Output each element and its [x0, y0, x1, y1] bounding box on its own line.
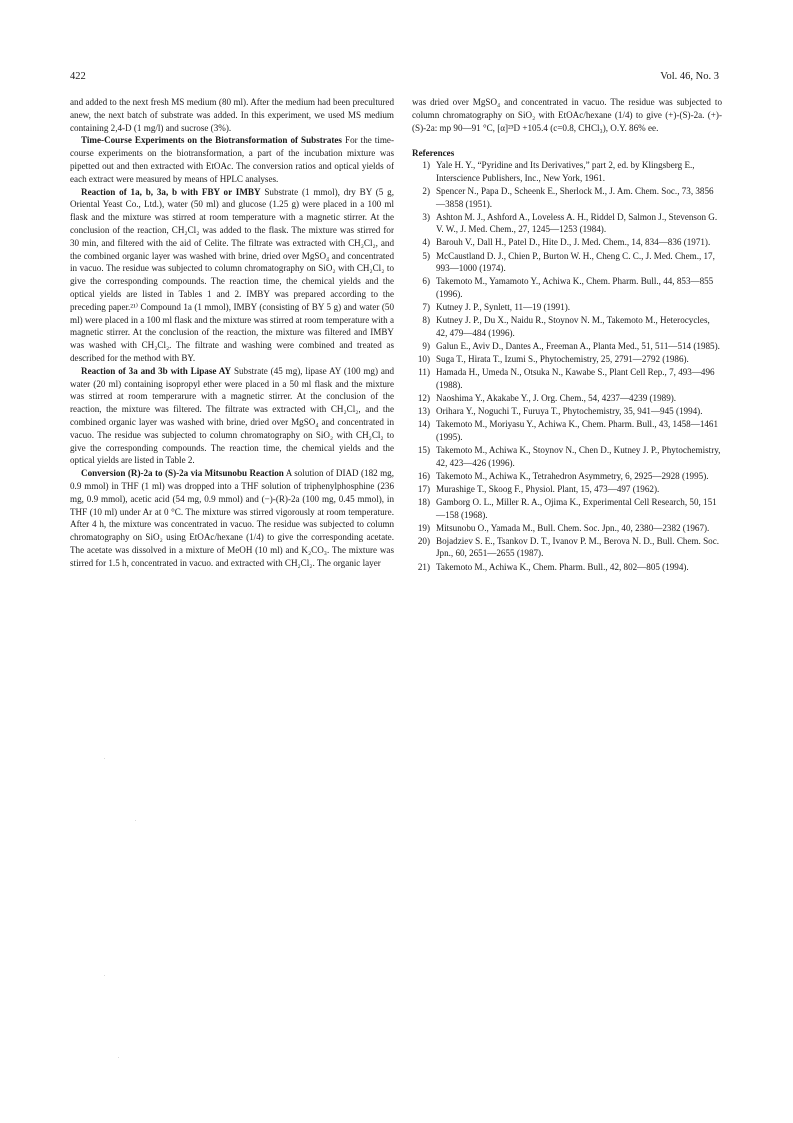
reference-item: [412, 483, 722, 496]
scan-speck: [104, 975, 105, 976]
reference-item: [412, 366, 722, 391]
reference-text: Kutney J. P., Du X., Naidu R., Stoynov N. M., Takemoto M., Heterocycles, 42, 479—484 (1996).: [436, 315, 710, 338]
reference-text: Kutney J. P., Synlett, 11—19 (1991).: [436, 302, 571, 313]
reference-text: Galun E., Aviv D., Dantes A., Freeman A., Planta Med., 51, 511—514 (1985).: [436, 340, 720, 351]
reference-text: Mitsunobu O., Yamada M., Bull. Chem. Soc. Jpn., 40, 2380—2382 (1967).: [436, 522, 710, 533]
reference-item: [412, 405, 722, 418]
section-heading-reaction-lipase: Reaction of 3a and 3b with Lipase AY: [81, 365, 232, 376]
reference-number: 5): [422, 250, 430, 261]
reference-text: Spencer N., Papa D., Scheenk E., Sherlock M., J. Am. Chem. Soc., 73, 3856—3858 (1951).: [436, 186, 714, 209]
scan-speck: [135, 820, 136, 821]
scan-speck: [104, 758, 105, 759]
reference-number: 11): [418, 367, 430, 378]
reference-item: [412, 353, 722, 366]
reference-item: [412, 275, 722, 300]
reference-number: 3): [422, 211, 430, 222]
reference-number: 4): [422, 237, 430, 248]
reference-number: 18): [417, 497, 430, 508]
reference-item: [412, 444, 722, 469]
paragraph-continuation-right: was dried over MgSO₄ and concentrated in vacuo. The residue was subjected to column chromatography on SiO₂ with EtOAc/hexane (1/4) to give (+)-(S)-2a. (+)-(S)-2a: mp 90—91 °C, [α]²³D +105.4 (c=0.8, CHCl₃), O.Y. 86% ee.: [412, 97, 722, 133]
page-number: 422: [70, 71, 86, 82]
references-list: [412, 159, 722, 573]
section-heading-conversion: Conversion (R)-2a to (S)-2a via Mitsunobu Reaction: [81, 468, 284, 479]
section-reaction-lipase: [70, 365, 394, 467]
reference-text: Barouh V., Dall H., Patel D., Hite D., J. Med. Chem., 14, 834—836 (1971).: [436, 237, 711, 248]
section-text-reaction-lipase: Substrate (45 mg), lipase AY (100 mg) and water (20 ml) containing isopropyl ether were placed in a 50 ml flask and the mixture was stirred at room temperarure with a magnetic stirrer. At the conclusion of the reaction, the mixture was filtered. The filtrate was extracted with CH₂Cl₂, and the combined organic layer was washed with brine, dried over MgSO₄ and concentrated in vacuo. The residue was subjected to column chromatography on SiO₂ with CH₂Cl₂ to give the corresponding compounds. The reaction time, the chemical yields and the optical yields are listed in Table 2.: [70, 365, 395, 466]
reference-text: Yale H. Y., “Pyridine and Its Derivatives,” part 2, ed. by Klingsberg E., Interscience Publishers, Inc., New York, 1961.: [436, 160, 695, 183]
reference-text: Takemoto M., Moriyasu Y., Achiwa K., Chem. Pharm. Bull., 43, 1458—1461 (1995).: [436, 419, 719, 442]
reference-item: [412, 185, 722, 210]
reference-number: 8): [422, 315, 430, 326]
reference-number: 13): [417, 406, 430, 417]
reference-item: [412, 340, 722, 353]
reference-text: Gamborg O. L., Miller R. A., Ojima K., Experimental Cell Research, 50, 151—158 (1968).: [436, 497, 717, 520]
reference-item: [412, 522, 722, 535]
reference-number: 20): [417, 535, 430, 546]
section-conversion: [70, 467, 394, 569]
reference-item: [412, 535, 722, 560]
reference-number: 2): [422, 186, 430, 197]
section-time-course: [70, 134, 394, 185]
reference-item: [412, 418, 722, 443]
reference-text: Suga T., Hirata T., Izumi S., Phytochemistry, 25, 2791—2792 (1986).: [436, 354, 689, 365]
reference-item: [412, 159, 722, 184]
reference-text: Orihara Y., Noguchi T., Furuya T., Phytochemistry, 35, 941—945 (1994).: [436, 406, 703, 417]
reference-text: McCaustland D. J., Chien P., Burton W. H., Cheng C. C., J. Med. Chem., 17, 993—1000 (1974).: [436, 250, 715, 274]
scan-speck: [118, 1057, 119, 1058]
reference-number: 1): [422, 160, 430, 171]
reference-item: [412, 301, 722, 314]
reference-number: 12): [417, 392, 430, 403]
reference-item: [412, 314, 722, 339]
reference-number: 9): [422, 340, 430, 351]
references-heading: References: [412, 148, 455, 159]
reference-item: [412, 250, 722, 275]
left-column: [70, 96, 394, 569]
reference-number: 15): [417, 445, 430, 456]
reference-item: [412, 236, 722, 249]
reference-number: 21): [417, 561, 430, 572]
reference-item: [412, 561, 722, 574]
section-heading-reaction-fby: Reaction of 1a, b, 3a, b with FBY or IMBY: [81, 186, 261, 197]
reference-item: [412, 392, 722, 405]
right-column: [412, 96, 722, 574]
reference-text: Naoshima Y., Akakabe Y., J. Org. Chem., 54, 4237—4239 (1989).: [436, 392, 677, 403]
reference-text: Bojadziev S. E., Tsankov D. T., Ivanov P. M., Berova N. D., Bull. Chem. Soc. Jpn., 60, 2651—2655 (1987).: [436, 535, 720, 559]
volume-issue: Vol. 46, No. 3: [660, 71, 719, 82]
reference-item: [412, 211, 722, 236]
reference-number: 17): [417, 483, 430, 494]
section-text-time-course: For the time-course experiments on the biotransformation, a part of the incubation mixture was pipetted out and then extracted with EtOAc. The conversion ratios and optical yields of each extract were measured by means of HPLC analyses.: [70, 135, 394, 184]
reference-item: [412, 496, 722, 521]
reference-text: Takemoto M., Achiwa K., Tetrahedron Asymmetry, 6, 2925—2928 (1995).: [436, 470, 709, 481]
reference-text: Murashige T., Skoog F., Physiol. Plant, 15, 473—497 (1962).: [436, 483, 660, 494]
reference-number: 16): [417, 470, 430, 481]
reference-number: 7): [422, 302, 430, 313]
section-reaction-fby: [70, 186, 394, 365]
reference-text: Hamada H., Umeda N., Otsuka N., Kawabe S., Plant Cell Rep., 7, 493—496 (1988).: [436, 367, 715, 390]
section-text-reaction-fby: Substrate (1 mmol), dry BY (5 g, Oriental Yeast Co., Ltd.), water (50 ml) and glucose (1.25 g) were placed in a 100 ml flask and the mixture was stirred at room temperature with a magnetic stirrer. At the conclusion of the reaction, CH₂Cl₂ was added to the flask. The mixture was stirred for 30 min, and filtered with the aid of Celite. The filtrate was extracted with CH₂Cl₂, and the combined organic layer was washed with brine, dried over MgSO₄ and concentrated in vacuo. The residue was subjected to column chromatography on SiO₂ with CH₂Cl₂ to give the corresponding compounds. The reaction time, the chemical yields and the optical yields are listed in Tables 1 and 2. IMBY was prepared according to the preceding paper.²¹⁾ Compound 1a (1 mmol), IMBY (consisting of BY 5 g) and water (50 ml) were placed in a 100 ml flask and the mixture was stirred at room temperature with a magnetic stirrer. At the conclusion of the reaction, the mixture was filtered and IMBY was washed with CH₂Cl₂. The filtrate and washing were combined and treated as described for the method with BY.: [70, 186, 394, 363]
reference-number: 14): [417, 419, 430, 430]
section-heading-time-course: Time-Course Experiments on the Biotransformation of Substrates: [81, 135, 342, 146]
reference-number: 19): [417, 522, 430, 533]
reference-text: Takemoto M., Achiwa K., Chem. Pharm. Bull., 42, 802—805 (1994).: [436, 561, 689, 572]
paragraph-continuation: and added to the next fresh MS medium (80 ml). After the medium had been precultured anew, the next batch of substrate was added. In this experiment, we used MS medium containing 2,4-D (1 mg/l) and sucrose (3%).: [70, 97, 394, 133]
reference-number: 10): [417, 354, 430, 365]
reference-text: Ashton M. J., Ashford A., Loveless A. H., Riddel D, Salmon J., Stevenson G. V. W., J. Med. Chem., 27, 1245—1253 (1984).: [436, 211, 718, 235]
reference-item: [412, 470, 722, 483]
section-text-conversion: A solution of DIAD (182 mg, 0.9 mmol) in THF (1 ml) was dropped into a THF solution of triphenylphosphine (236 mg, 0.9 mmol), acetic acid (54 mg, 0.9 mmol) and (−)-(R)-2a (100 mg, 0.45 mmol), in THF (10 ml) under Ar at 0 °C. The mixture was stirred vigorously at room temperature. After 4 h, the mixture was concentrated in vacuo. The residue was subjected to column chromatography on SiO₂ using EtOAc/hexane (1/4) to give the corresponding acetate. The acetate was dissolved in a mixture of MeOH (10 ml) and K₂CO₃. The mixture was stirred for 1.5 h, concentrated in vacuo. and extracted with CH₂Cl₂. The organic layer: [70, 468, 394, 568]
reference-text: Takemoto M., Achiwa K., Stoynov N., Chen D., Kutney J. P., Phytochemistry, 42, 423—426 (1996).: [436, 445, 721, 468]
reference-text: Takemoto M., Yamamoto Y., Achiwa K., Chem. Pharm. Bull., 44, 853—855 (1996).: [436, 276, 714, 299]
reference-number: 6): [422, 276, 430, 287]
